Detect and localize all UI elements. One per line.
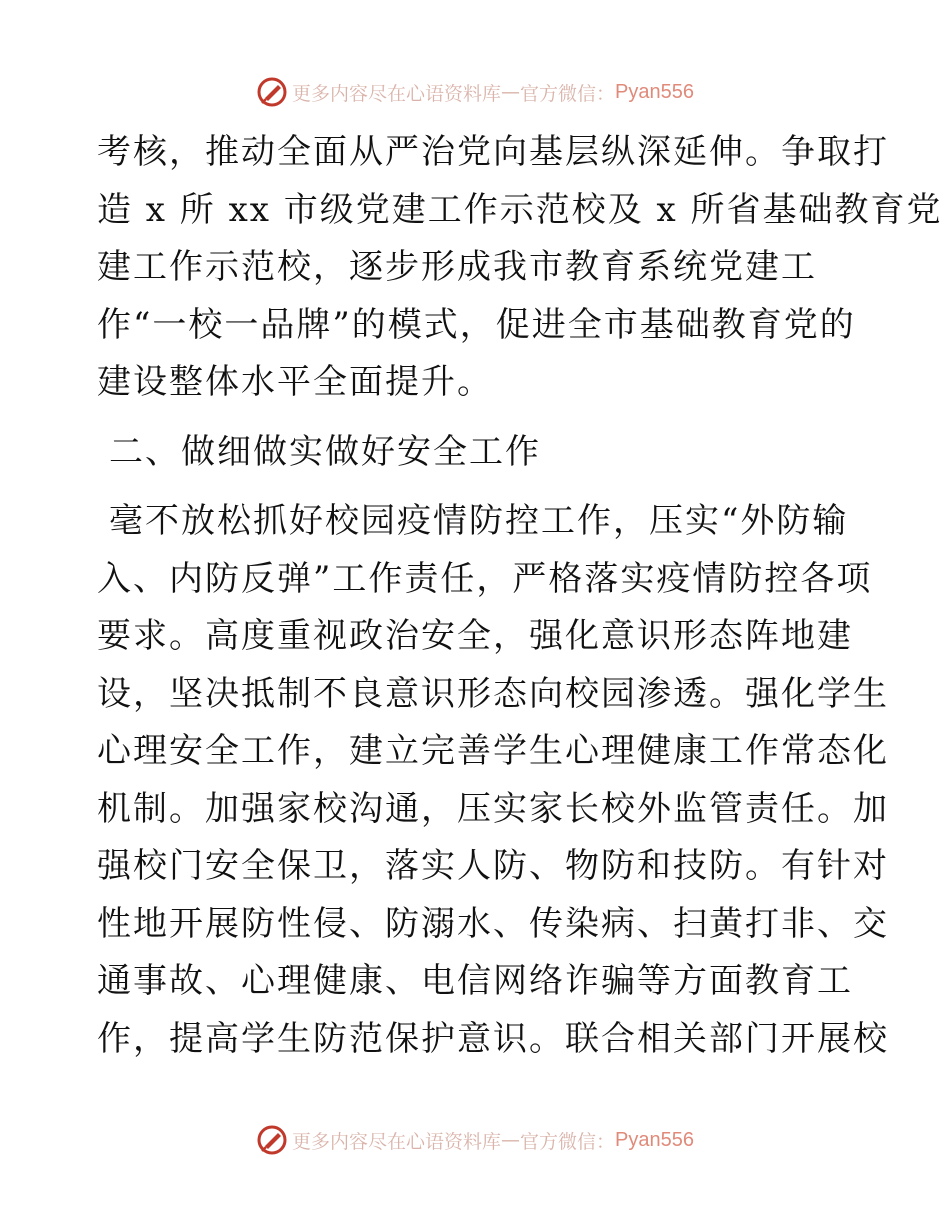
paragraph-line: 机制。加强家校沟通，压实家长校外监管责任。加 [97, 788, 889, 829]
paragraph-line: 设，坚决抵制不良意识形态向校园渗透。强化学生 [97, 673, 889, 714]
paragraph-line: 作，提高学生防范保护意识。联合相关部门开展校 [97, 1018, 889, 1059]
paragraph-line: 建设整体水平全面提升。 [97, 362, 493, 402]
document-body [97, 124, 943, 1068]
paragraph-line: 入、内防反弹”工作责任，严格落实疫情防控各项 [97, 558, 873, 599]
paragraph-line: 建工作示范校，逐步形成我市教育系统党建工 [97, 247, 817, 287]
header-watermark [0, 72, 950, 112]
section-heading: 二、做细做实做好安全工作 [109, 431, 541, 472]
watermark-logo-icon [256, 1124, 288, 1156]
paragraph-line: 强校门安全保卫，落实人防、物防和技防。有针对 [97, 846, 889, 886]
watermark-dash: — [501, 1129, 521, 1151]
watermark-id: Pyan556 [615, 1128, 694, 1151]
watermark-logo-icon [256, 76, 288, 108]
paragraph-line: 通事故、心理健康、电信网络诈骗等方面教育工 [97, 961, 853, 1001]
watermark-sub-text: 官方微信： [520, 82, 616, 105]
paragraph-line: 性地开展防性侵、防溺水、传染病、扫黄打非、交 [97, 903, 889, 944]
paragraph-line: 作“一校一品牌”的模式，促进全市基础教育党的 [97, 304, 856, 345]
paragraph-line: 考核，推动全面从严治党向基层纵深延伸。争取打 [97, 132, 889, 172]
watermark-id: Pyan556 [615, 80, 694, 103]
paragraph-line: 造 x 所 xx 市级党建工作示范校及 x 所省基础教育党 [97, 189, 943, 230]
paragraph-line: 要求。高度重视政治安全，强化意识形态阵地建 [97, 616, 853, 656]
paragraph-line: 心理安全工作，建立完善学生心理健康工作常态化 [97, 731, 889, 771]
watermark-main-text: 更多内容尽在心语资料库 [292, 1130, 502, 1153]
footer-watermark [0, 1120, 950, 1160]
watermark-main-text: 更多内容尽在心语资料库 [292, 82, 502, 105]
watermark-sub-text: 官方微信： [520, 1130, 616, 1153]
paragraph-line: 毫不放松抓好校园疫情防控工作，压实“外防输 [109, 501, 849, 541]
watermark-dash: — [501, 81, 521, 103]
